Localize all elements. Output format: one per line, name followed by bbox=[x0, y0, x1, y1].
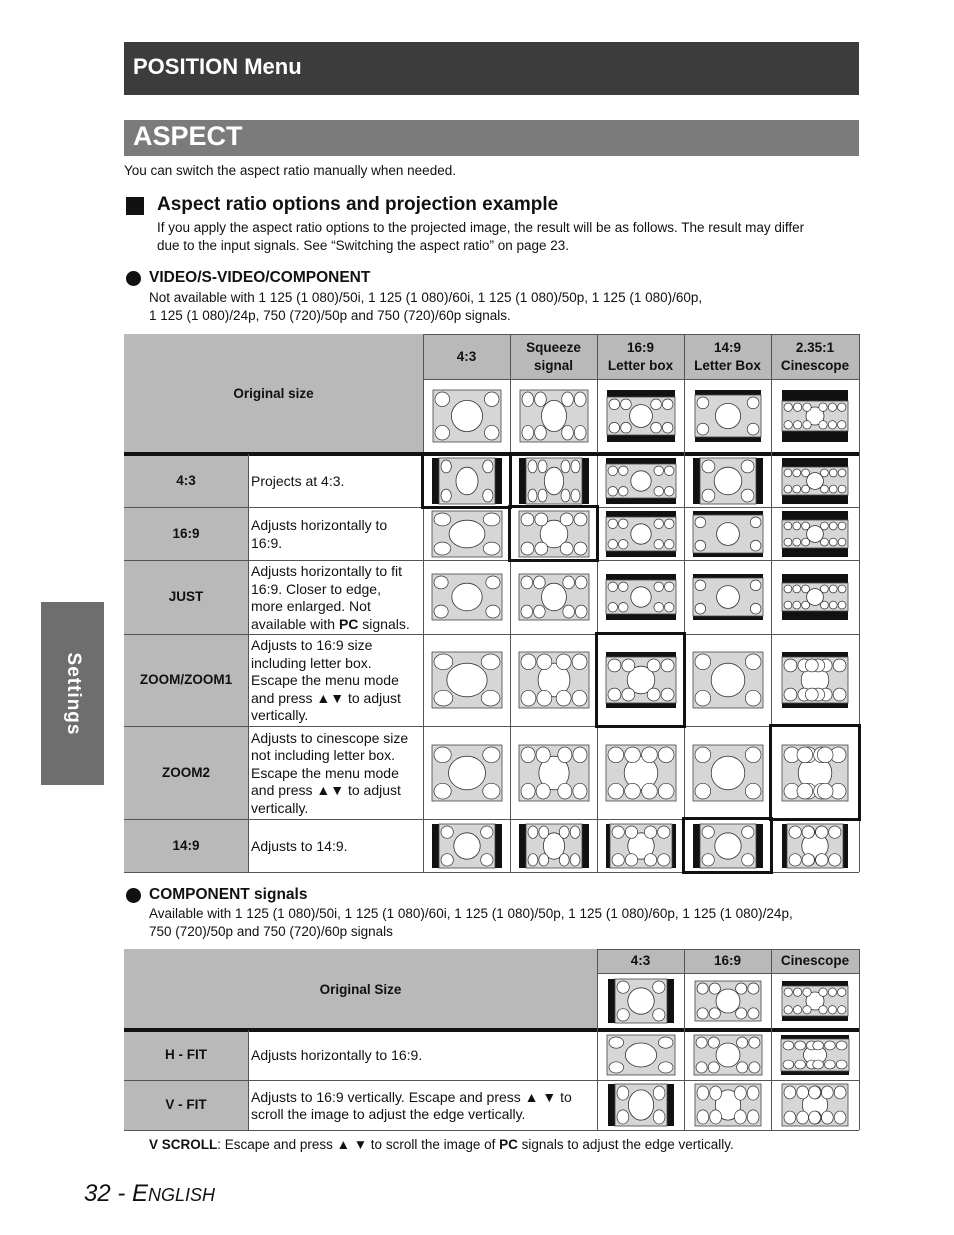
table-rule bbox=[771, 949, 772, 1130]
column-header-line: Letter Box bbox=[694, 357, 761, 373]
section-text-1: If you apply the aspect ratio options to the projected image, the result will be as follows. The result may differ bbox=[157, 220, 805, 235]
aspect-thumbnail-icon bbox=[605, 573, 677, 621]
column-header-line: Cinescope bbox=[780, 357, 850, 373]
aspect-thumbnail-icon bbox=[781, 651, 849, 709]
row-label: JUST bbox=[168, 589, 204, 604]
table-rule bbox=[423, 379, 859, 380]
description-line: Adjusts horizontally to bbox=[251, 517, 388, 533]
description-line: more enlarged. Not bbox=[251, 598, 371, 614]
column-header: 16:9 bbox=[713, 953, 742, 968]
aspect-thumbnail-icon bbox=[605, 744, 677, 802]
aspect-thumbnail-icon bbox=[781, 510, 849, 558]
table-rule bbox=[597, 334, 598, 872]
column-header bbox=[684, 334, 771, 379]
row-label: 16:9 bbox=[172, 525, 200, 541]
aspect-thumbnail-icon bbox=[518, 573, 590, 621]
video-note-1: Not available with 1 125 (1 080)/50i, 1 125 (1 080)/60i, 1 125 (1 080)/50p, 1 125 (1 080)/60p, bbox=[149, 290, 703, 305]
aspect-thumbnail-icon bbox=[694, 980, 762, 1022]
aspect-thumbnail-icon bbox=[692, 744, 764, 802]
row-description bbox=[248, 634, 423, 726]
highlight-frame bbox=[682, 817, 773, 874]
column-header bbox=[510, 334, 597, 379]
aspect-thumbnail-icon bbox=[781, 389, 849, 443]
row-description bbox=[248, 507, 423, 560]
table-rule bbox=[597, 973, 859, 974]
aspect-thumbnail-icon bbox=[606, 1034, 676, 1076]
section-text-2: due to the input signals. See “Switching the aspect ratio” on page 23. bbox=[157, 238, 570, 253]
row-description bbox=[248, 560, 423, 634]
table-rule bbox=[423, 334, 424, 872]
aspect-thumbnail-icon bbox=[694, 1083, 762, 1127]
table-rule bbox=[684, 334, 685, 872]
column-header: Cinescope bbox=[780, 953, 850, 968]
aspect-thumbnail-icon bbox=[692, 457, 764, 505]
aspect-thumbnail-icon bbox=[431, 651, 503, 709]
highlight-frame bbox=[421, 452, 512, 509]
highlight-frame bbox=[421, 453, 599, 456]
table-rule bbox=[597, 949, 859, 950]
table-rule bbox=[124, 726, 859, 727]
description-fragment: available with bbox=[251, 615, 339, 632]
page-footer: 32 - ENGLISH bbox=[84, 1180, 216, 1207]
row-label: 4:3 bbox=[176, 472, 196, 488]
vscroll-note: V SCROLL: Escape and press ▲ ▼ to scroll the image of PC signals to adjust the edge vertically. bbox=[149, 1137, 734, 1152]
column-header: 4:3 bbox=[630, 953, 651, 968]
description-line: and press ▲▼ to adjust bbox=[251, 782, 401, 799]
column-header-line: 4:3 bbox=[456, 348, 477, 364]
bullet-dot-icon bbox=[126, 271, 141, 286]
highlight-frame bbox=[769, 724, 861, 821]
description-fragment: signals. bbox=[358, 615, 410, 632]
component-note-1: Available with 1 125 (1 080)/50i, 1 125 (1 080)/60i, 1 125 (1 080)/50p, 1 125 (1 080)/60p, 1 125 (1 080)/24p, bbox=[149, 906, 793, 921]
settings-side-tab: Settings bbox=[41, 602, 104, 785]
bullet-dot-icon bbox=[126, 888, 141, 903]
description-line: vertically. bbox=[251, 799, 309, 816]
column-header-line: Letter box bbox=[607, 357, 674, 373]
highlight-frame bbox=[508, 505, 599, 562]
column-header bbox=[423, 334, 510, 379]
aspect-thumbnail-icon bbox=[605, 823, 677, 869]
component-note-2: 750 (720)/50p and 750 (720)/60p signals bbox=[149, 924, 393, 939]
description-line: Escape the menu mode bbox=[251, 764, 399, 781]
square-bullet-icon bbox=[126, 197, 144, 215]
table-rule bbox=[423, 334, 859, 335]
description-fragment: PC bbox=[338, 615, 359, 632]
aspect-thumbnail-icon bbox=[781, 457, 849, 505]
row-label: ZOOM/ZOOM1 bbox=[139, 672, 233, 687]
row-description bbox=[248, 726, 423, 819]
table-rule bbox=[684, 949, 685, 1130]
aspect-thumbnail-icon bbox=[518, 457, 590, 505]
table-rule bbox=[248, 454, 249, 872]
description-line: Projects at 4:3. bbox=[251, 472, 345, 489]
aspect-thumbnail-icon bbox=[432, 389, 502, 443]
table-rule bbox=[124, 634, 859, 635]
table-thick-rule bbox=[124, 1028, 859, 1032]
description-line: Adjusts to 16:9 size bbox=[251, 637, 373, 654]
section-title: ASPECT bbox=[133, 121, 243, 151]
description-line: scroll the image to adjust the edge vertically. bbox=[251, 1106, 526, 1122]
column-header bbox=[771, 334, 859, 379]
description-line: not including letter box. bbox=[251, 747, 395, 764]
description-line: Adjusts to cinescope size bbox=[251, 729, 409, 746]
highlight-frame bbox=[595, 632, 686, 728]
component-heading: COMPONENT signals bbox=[149, 886, 308, 903]
section-title-bar bbox=[124, 120, 859, 156]
aspect-thumbnail-icon bbox=[518, 823, 590, 869]
aspect-thumbnail-icon bbox=[607, 978, 675, 1024]
row-label: H - FIT bbox=[165, 1047, 207, 1062]
description-line: 16:9. Closer to edge, bbox=[251, 580, 381, 597]
column-header-line: 16:9 bbox=[626, 339, 655, 355]
row-description bbox=[248, 819, 423, 872]
table-rule bbox=[124, 560, 859, 561]
aspect-thumbnail-icon bbox=[780, 1034, 850, 1076]
description-line: Adjusts horizontally to fit bbox=[251, 563, 402, 579]
aspect-thumbnail-icon bbox=[518, 651, 590, 709]
aspect-thumbnail-icon bbox=[519, 389, 589, 443]
aspect-thumbnail-icon bbox=[431, 510, 503, 558]
section-heading: Aspect ratio options and projection example bbox=[157, 194, 559, 215]
aspect-thumbnail-icon bbox=[781, 823, 849, 869]
table-rule bbox=[597, 949, 598, 1130]
aspect-thumbnail-icon bbox=[692, 510, 764, 558]
row-description bbox=[248, 1080, 597, 1130]
table-rule bbox=[248, 1030, 249, 1130]
aspect-thumbnail-icon bbox=[692, 651, 764, 709]
table-rule bbox=[124, 1080, 859, 1081]
aspect-thumbnail-icon bbox=[431, 573, 503, 621]
aspect-thumbnail-icon bbox=[781, 573, 849, 621]
row-label: ZOOM2 bbox=[161, 764, 210, 780]
table-rule bbox=[510, 334, 511, 872]
aspect-thumbnail-icon bbox=[431, 823, 503, 869]
row-description bbox=[248, 454, 423, 507]
aspect-thumbnail-icon bbox=[694, 389, 762, 443]
aspect-thumbnail-icon bbox=[781, 980, 849, 1022]
video-heading: VIDEO/S-VIDEO/COMPONENT bbox=[149, 269, 371, 286]
description-line: Adjusts to 14:9. bbox=[251, 837, 348, 854]
description-line: Adjusts to 16:9 vertically. Escape and press ▲ ▼ to bbox=[251, 1088, 572, 1105]
aspect-thumbnail-icon bbox=[605, 457, 677, 505]
description-line bbox=[251, 616, 410, 634]
aspect-thumbnail-icon bbox=[607, 1083, 675, 1127]
column-header-line: signal bbox=[533, 357, 573, 373]
column-header-line: 2.35:1 bbox=[795, 339, 835, 355]
aspect-thumbnail-icon bbox=[781, 1083, 849, 1127]
row-label: V - FIT bbox=[165, 1097, 207, 1112]
video-note-2: 1 125 (1 080)/24p, 750 (720)/50p and 750 (720)/60p signals. bbox=[149, 308, 511, 323]
aspect-thumbnail-icon bbox=[606, 389, 676, 443]
aspect-thumbnail-icon bbox=[693, 1034, 763, 1076]
intro-text: You can switch the aspect ratio manually when needed. bbox=[124, 163, 456, 178]
original-size-label: Original Size bbox=[319, 981, 402, 997]
table-rule bbox=[859, 949, 860, 1130]
description-line: Adjusts horizontally to 16:9. bbox=[251, 1047, 423, 1064]
aspect-thumbnail-icon bbox=[518, 744, 590, 802]
menu-title-bar bbox=[124, 42, 859, 95]
table-rule bbox=[124, 1130, 859, 1131]
column-header-line: 14:9 bbox=[713, 339, 742, 355]
description-line: Escape the menu mode bbox=[251, 672, 399, 689]
column-header bbox=[597, 334, 684, 379]
row-label: 14:9 bbox=[172, 837, 200, 853]
aspect-thumbnail-icon bbox=[431, 744, 503, 802]
description-line: and press ▲▼ to adjust bbox=[251, 689, 401, 706]
original-size-label: Original size bbox=[233, 386, 314, 401]
row-description bbox=[248, 1030, 597, 1080]
column-header-line: Squeeze bbox=[526, 339, 581, 355]
menu-title: POSITION Menu bbox=[133, 54, 302, 79]
aspect-thumbnail-icon bbox=[692, 573, 764, 621]
aspect-thumbnail-icon bbox=[605, 510, 677, 558]
description-line: vertically. bbox=[251, 707, 309, 724]
description-line: 16:9. bbox=[251, 534, 283, 551]
description-line: including letter box. bbox=[251, 654, 372, 671]
